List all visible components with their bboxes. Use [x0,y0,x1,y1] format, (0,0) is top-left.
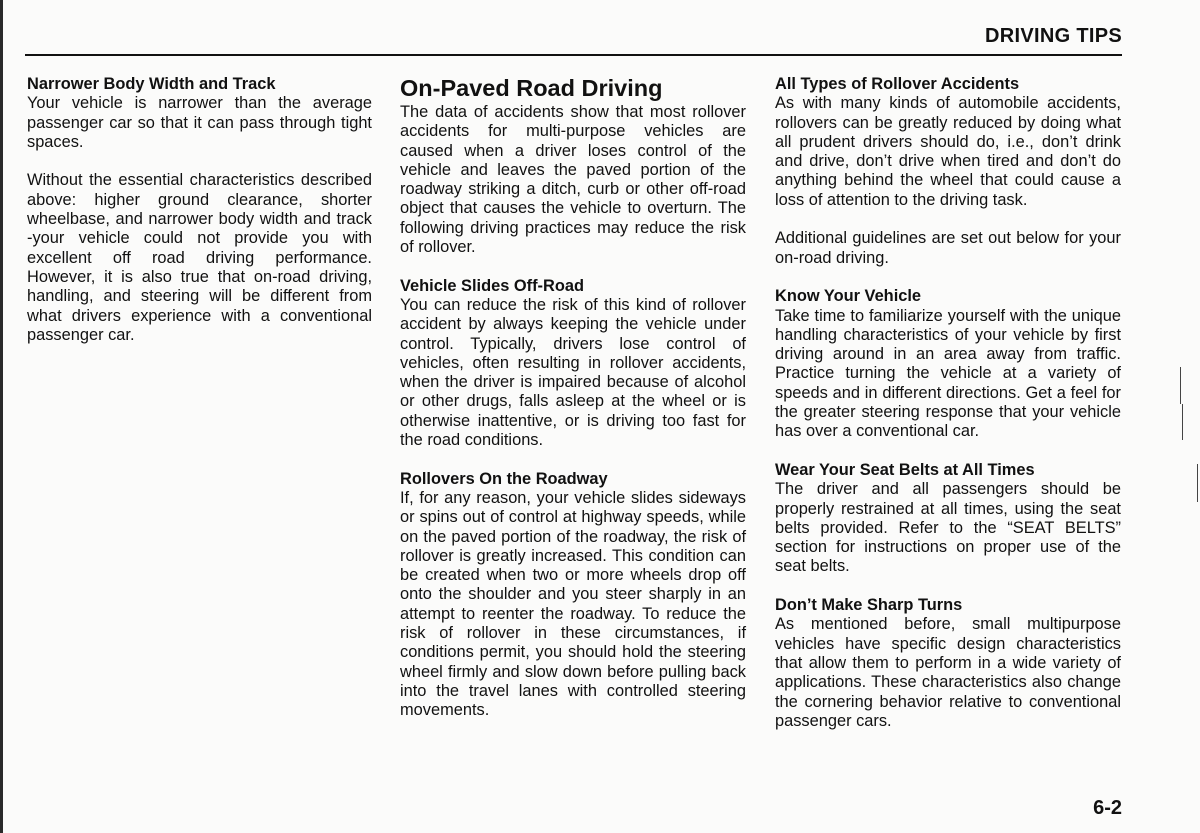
header-rule [25,54,1122,56]
margin-mark [1182,404,1183,440]
margin-mark [1197,464,1198,502]
paragraph-slides-off-road: You can reduce the risk of this kind of rollover accident by always keeping the vehicle under control. Typically, drivers lose control of vehicles, often resulting in rollover accidents, when the driver is impaired because of alcohol or other drugs, falls asleep at the wheel or is otherwise inattentive, or is driving too fast for the road conditions. [400,295,746,450]
heading-rollovers-on-roadway: Rollovers On the Roadway [400,469,608,488]
page-title: On-Paved Road Driving [400,75,663,101]
heading-sharp-turns: Don’t Make Sharp Turns [775,596,963,615]
heading-all-rollover-types: All Types of Rollover Accidents [775,75,1020,93]
column-middle [400,75,746,740]
page-number: 6-2 [1093,797,1122,819]
heading-slides-off-road: Vehicle Slides Off-Road [400,276,584,295]
column-left [27,75,372,345]
page-edge-shadow [0,0,3,833]
paragraph-additional-guidelines: Additional guidelines are set out below for your on-road driving. [775,229,1121,267]
paragraph-intro: The data of accidents show that most rollover accidents for multi-purpose vehicles are caused when a driver loses control of the vehicle and leaves the paved portion of the roadway striking a ditch, curb or other off-road object that causes the vehicle to overturn. The following driving practices may reduce the risk of rollover. [400,103,746,257]
paragraph-sharp-turns: As mentioned before, small multipurpose vehicles have specific design characteristics that allow them to perform in a wide variety of applications. These characteristics also change the cornering behavior relative to conventional passenger cars. [775,615,1121,730]
column-right [775,75,1121,750]
paragraph-seat-belts: The driver and all passengers should be properly restrained at all times, using the seat belts provided. Refer to the “SEAT BELTS” section for instructions on proper use of the seat belts. [775,480,1121,576]
paragraph-narrower-body: Your vehicle is narrower than the average passenger car so that it can pass through tight spaces. [27,94,372,151]
heading-narrower-body: Narrower Body Width and Track [27,75,276,93]
section-header-title: DRIVING TIPS [985,25,1122,47]
paragraph-all-rollover-types: As with many kinds of automobile accidents, rollovers can be greatly reduced by doing what all prudent drivers should do, i.e., don’t drink and drive, don’t drive when tired and don’t do anything behind the wheel that could cause a loss of attention to the driving task. [775,94,1121,209]
heading-seat-belts: Wear Your Seat Belts at All Times [775,460,1035,479]
margin-mark [1180,367,1181,404]
heading-know-your-vehicle: Know Your Vehicle [775,287,922,306]
paragraph-rollovers-on-roadway: If, for any reason, your vehicle slides sideways or spins out of control at highway speeds, while on the paved portion of the roadway, the risk of rollover is greatly increased. This condition can be created when two or more wheels drop off onto the shoulder and you steer sharply in an attempt to reenter the roadway. To reduce the risk of rollover in these circumstances, if conditions permit, you should hold the steering wheel firmly and slow down before pulling back into the travel lanes with controlled steering movements. [400,488,746,720]
paragraph-essential-characteristics: Without the essential characteristics described above: higher ground clearance, shorter wheelbase, and narrower body width and track -your vehicle could not provide you with excellent off road driving performance. However, it is also true that on-road driving, handling, and steering will be different from what drivers experience with a conventional passenger car. [27,171,372,344]
paragraph-know-your-vehicle: Take time to familiarize yourself with the unique handling characteristics of your vehicle by first driving around in an area away from traffic. Practice turning the vehicle at a variety of speeds and in different directions. Get a feel for the greater steering response that your vehicle has over a conventional car. [775,306,1121,441]
